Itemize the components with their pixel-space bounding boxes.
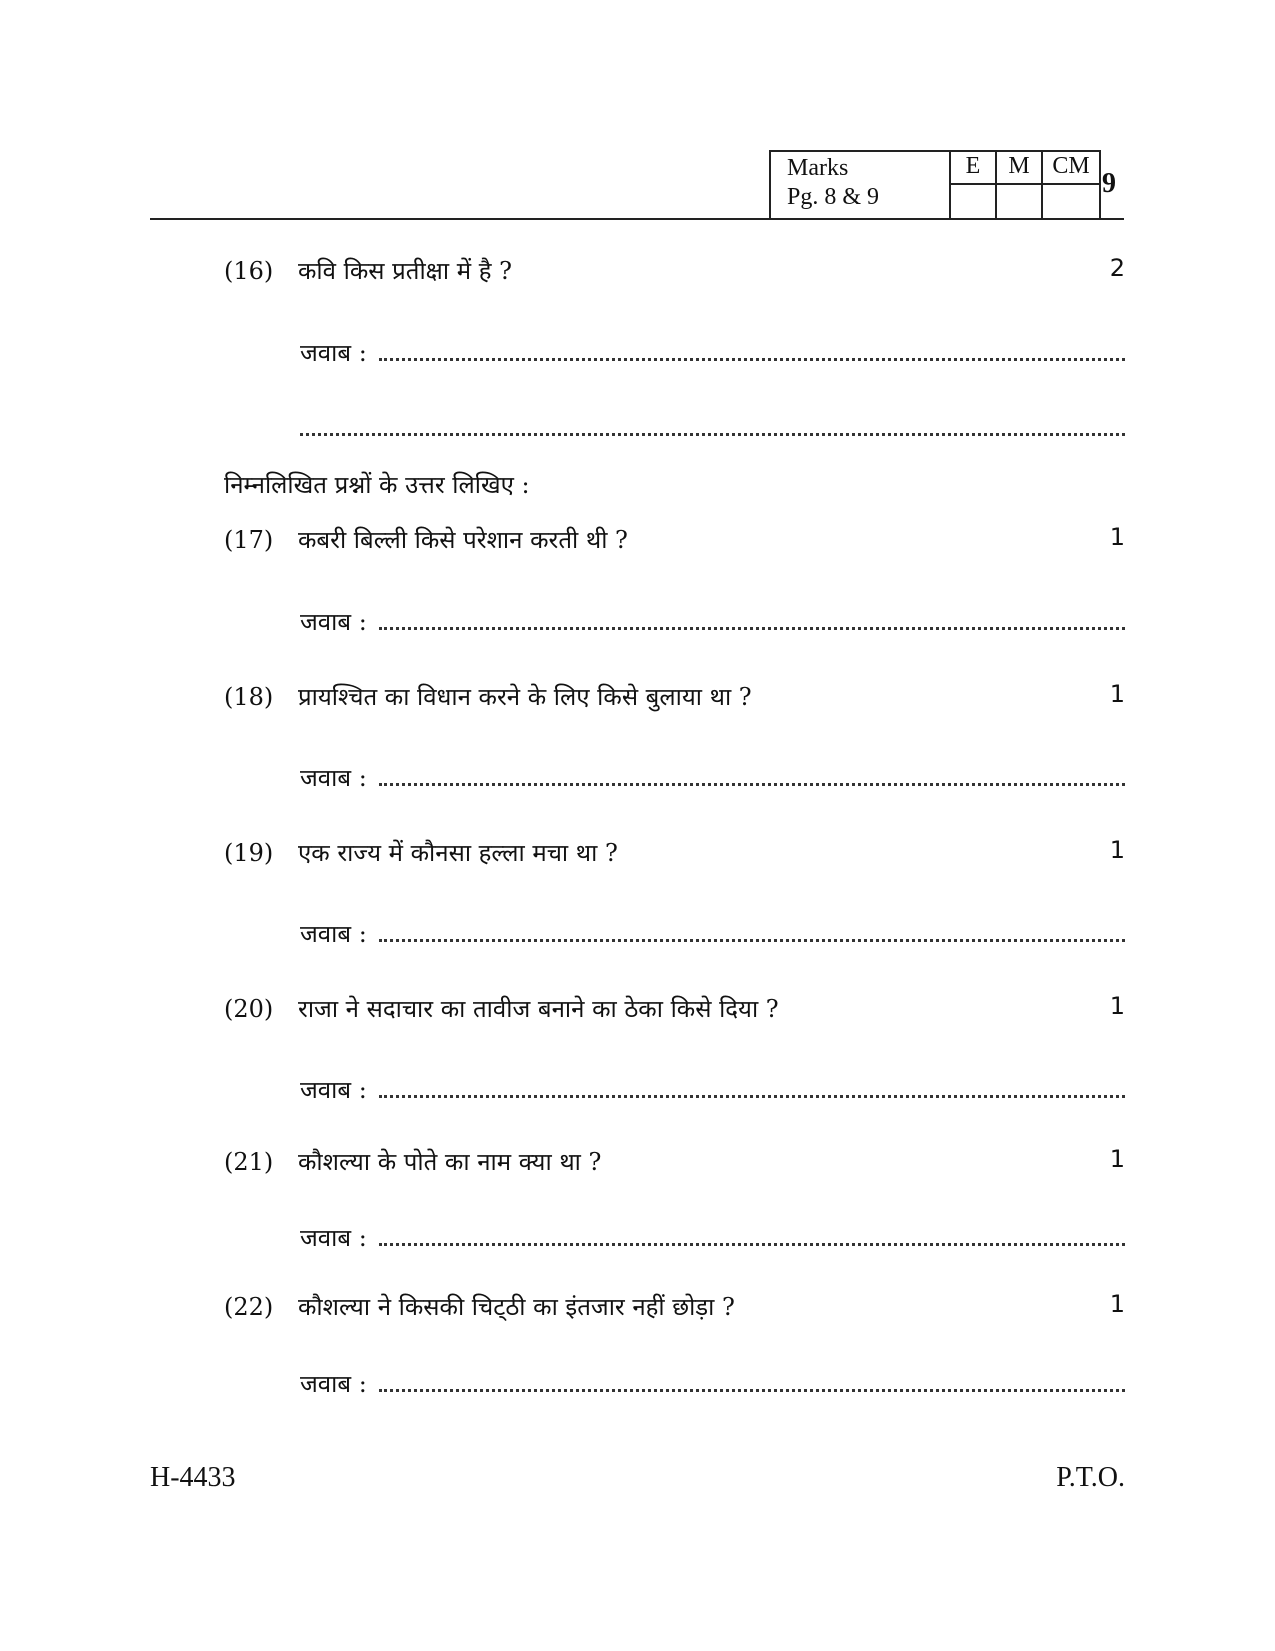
answer-17[interactable] xyxy=(300,605,1125,638)
answer-label: जवाब : xyxy=(300,1224,367,1252)
marks-table xyxy=(769,150,1101,220)
answer-label: जवाब : xyxy=(300,608,367,636)
answer-21[interactable] xyxy=(300,1221,1125,1254)
answer-line[interactable] xyxy=(379,1094,1125,1098)
answer-18[interactable] xyxy=(300,761,1125,794)
question-number: (21) xyxy=(224,1148,274,1176)
question-21 xyxy=(224,1145,1125,1178)
marks-label-cell xyxy=(770,151,950,219)
page-number: 9 xyxy=(1102,168,1116,199)
answer-label: जवाब : xyxy=(300,920,367,948)
question-text: एक राज्य में कौनसा हल्ला मचा था ? xyxy=(298,839,618,867)
col-e: E xyxy=(950,151,996,184)
question-text: राजा ने सदाचार का तावीज बनाने का ठेका किसे दिया ? xyxy=(298,995,779,1023)
marks-m-box xyxy=(996,184,1042,219)
marks-e-box xyxy=(950,184,996,219)
paper-code: H-4433 xyxy=(150,1462,236,1493)
marks-label: Marks xyxy=(787,155,849,181)
answer-line[interactable] xyxy=(379,357,1125,361)
question-number: (16) xyxy=(224,257,274,285)
question-text: कवि किस प्रतीक्षा में है ? xyxy=(298,257,512,285)
question-marks: 1 xyxy=(1109,1145,1125,1173)
question-number: (20) xyxy=(224,995,274,1023)
answer-line[interactable] xyxy=(379,626,1125,630)
question-marks: 1 xyxy=(1109,1290,1125,1318)
answer-16-line-2[interactable] xyxy=(300,432,1125,436)
question-22 xyxy=(224,1290,1125,1323)
answer-label: जवाब : xyxy=(300,1370,367,1398)
answer-line[interactable] xyxy=(379,1388,1125,1392)
answer-line[interactable] xyxy=(379,1242,1125,1246)
question-text: प्रायश्चित का विधान करने के लिए किसे बुलाया था ? xyxy=(298,683,752,711)
answer-line[interactable] xyxy=(379,782,1125,786)
question-marks: 1 xyxy=(1109,836,1125,864)
question-number: (22) xyxy=(224,1293,274,1321)
pto-label: P.T.O. xyxy=(1056,1462,1125,1493)
question-text: कबरी बिल्ली किसे परेशान करती थी ? xyxy=(298,526,628,554)
question-19 xyxy=(224,836,1125,869)
question-number: (19) xyxy=(224,839,274,867)
question-marks: 1 xyxy=(1109,992,1125,1020)
page-ref: Pg. 8 & 9 xyxy=(787,184,880,210)
answer-16[interactable] xyxy=(300,336,1125,369)
answer-line[interactable] xyxy=(379,938,1125,942)
question-marks: 2 xyxy=(1109,254,1125,282)
question-17 xyxy=(224,523,1125,556)
answer-19[interactable] xyxy=(300,917,1125,950)
question-18 xyxy=(224,680,1125,713)
header-rule xyxy=(150,218,1124,220)
question-number: (17) xyxy=(224,526,274,554)
question-20 xyxy=(224,992,1125,1025)
marks-cm-box xyxy=(1042,184,1100,219)
answer-20[interactable] xyxy=(300,1073,1125,1106)
question-marks: 1 xyxy=(1109,680,1125,708)
answer-label: जवाब : xyxy=(300,1076,367,1104)
question-text: कौशल्या ने किसकी चिट्‌ठी का इंतजार नहीं छोड़ा ? xyxy=(298,1293,735,1321)
answer-label: जवाब : xyxy=(300,339,367,367)
question-marks: 1 xyxy=(1109,523,1125,551)
instruction: निम्नलिखित प्रश्नों के उत्तर लिखिए : xyxy=(224,471,530,499)
question-number: (18) xyxy=(224,683,274,711)
answer-label: जवाब : xyxy=(300,764,367,792)
question-text: कौशल्या के पोते का नाम क्या था ? xyxy=(298,1148,602,1176)
col-cm: CM xyxy=(1042,151,1100,184)
answer-22[interactable] xyxy=(300,1367,1125,1400)
col-m: M xyxy=(996,151,1042,184)
question-16 xyxy=(224,254,1125,287)
